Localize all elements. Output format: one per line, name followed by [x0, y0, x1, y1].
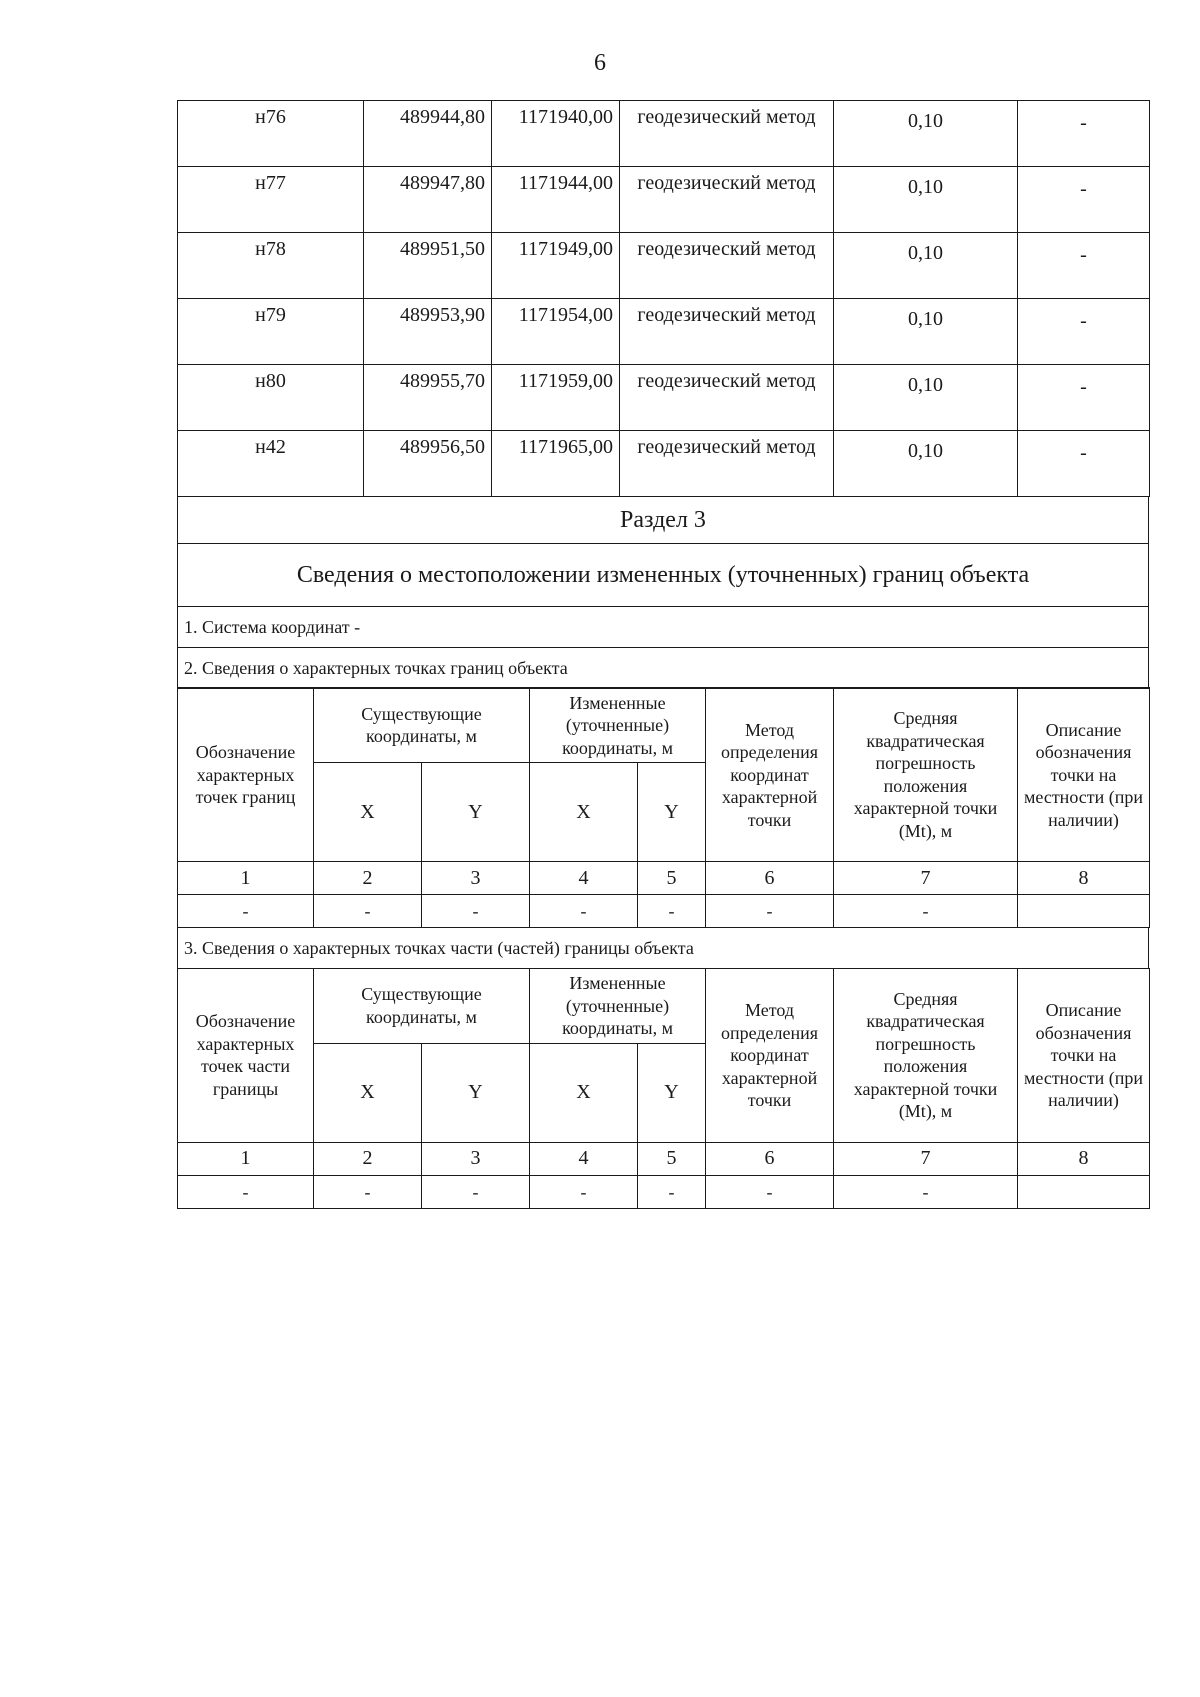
error-header: Средняя квадратическая погрешность положения характерной точки (Mt), м: [834, 688, 1018, 862]
column-number: 4: [530, 1142, 638, 1175]
y-coordinate: 1171944,00: [492, 167, 620, 233]
column-number: 2: [314, 1142, 422, 1175]
document-body: [177, 100, 1149, 1209]
cell: -: [530, 895, 638, 928]
page-number: 6: [594, 50, 606, 76]
error-value: 0,10: [834, 101, 1018, 167]
method: геодезический метод: [620, 167, 834, 233]
y-coordinate: 1171959,00: [492, 365, 620, 431]
existing-coords-header: Существующие координаты, м: [314, 968, 530, 1043]
error-value: 0,10: [834, 431, 1018, 497]
column-number: 4: [530, 862, 638, 895]
existing-coords-header: Существующие координаты, м: [314, 688, 530, 763]
cell: -: [638, 1175, 706, 1208]
y-header: Y: [638, 1043, 706, 1142]
table-row: [178, 365, 1150, 431]
method: геодезический метод: [620, 431, 834, 497]
column-number: 1: [178, 862, 314, 895]
description: -: [1018, 101, 1150, 167]
point-name: н42: [178, 431, 364, 497]
table-row: [178, 1175, 1150, 1208]
designation-header: Обозначение характерных точек части границы: [178, 968, 314, 1142]
cell: -: [422, 1175, 530, 1208]
cell: -: [530, 1175, 638, 1208]
y-coordinate: 1171954,00: [492, 299, 620, 365]
coordinate-system: 1. Система координат -: [178, 607, 1148, 648]
table-row: [178, 167, 1150, 233]
cell: -: [178, 1175, 314, 1208]
cell: -: [638, 895, 706, 928]
error-value: 0,10: [834, 299, 1018, 365]
description: -: [1018, 431, 1150, 497]
error-value: 0,10: [834, 365, 1018, 431]
cell: -: [706, 1175, 834, 1208]
point-name: н78: [178, 233, 364, 299]
column-number: 6: [706, 1142, 834, 1175]
y-coordinate: 1171949,00: [492, 233, 620, 299]
table-row: [178, 101, 1150, 167]
table-row: [178, 233, 1150, 299]
method-header: Метод определения координат характерной точки: [706, 968, 834, 1142]
cell: -: [706, 895, 834, 928]
column-number: 1: [178, 1142, 314, 1175]
cell: [1018, 1175, 1150, 1208]
description: -: [1018, 365, 1150, 431]
y-header: Y: [638, 763, 706, 862]
boundary-points-table: [177, 687, 1150, 928]
column-number: 3: [422, 1142, 530, 1175]
error-header: Средняя квадратическая погрешность положения характерной точки (Mt), м: [834, 968, 1018, 1142]
x-coordinate: 489951,50: [364, 233, 492, 299]
changed-coords-header: Измененные (уточненные) координаты, м: [530, 688, 706, 763]
cell: -: [834, 1175, 1018, 1208]
header-row: [178, 968, 1150, 1043]
point-name: н79: [178, 299, 364, 365]
column-number: 8: [1018, 1142, 1150, 1175]
column-number: 2: [314, 862, 422, 895]
cell: -: [178, 895, 314, 928]
column-number: 8: [1018, 862, 1150, 895]
x-coordinate: 489956,50: [364, 431, 492, 497]
changed-coords-header: Измененные (уточненные) координаты, м: [530, 968, 706, 1043]
column-number: 3: [422, 862, 530, 895]
error-value: 0,10: [834, 167, 1018, 233]
item-2-heading: 2. Сведения о характерных точках границ объекта: [184, 658, 568, 678]
point-name: н76: [178, 101, 364, 167]
cell: -: [422, 895, 530, 928]
section-title: Раздел 3: [178, 497, 1148, 544]
description-header: Описание обозначения точки на местности (при наличии): [1018, 968, 1150, 1142]
x-coordinate: 489947,80: [364, 167, 492, 233]
column-number: 5: [638, 1142, 706, 1175]
point-name: н77: [178, 167, 364, 233]
method: геодезический метод: [620, 299, 834, 365]
column-number: 7: [834, 1142, 1018, 1175]
y-header: Y: [422, 1043, 530, 1142]
points-table: [177, 100, 1150, 497]
cell: -: [314, 895, 422, 928]
section-3-block: [177, 497, 1149, 689]
method: геодезический метод: [620, 233, 834, 299]
designation-header: Обозначение характерных точек границ: [178, 688, 314, 862]
x-coordinate: 489955,70: [364, 365, 492, 431]
column-number: 7: [834, 862, 1018, 895]
section-subtitle: Сведения о местоположении измененных (уточненных) границ объекта: [178, 544, 1148, 607]
y-coordinate: 1171965,00: [492, 431, 620, 497]
x-coordinate: 489953,90: [364, 299, 492, 365]
y-header: Y: [422, 763, 530, 862]
description-header: Описание обозначения точки на местности (при наличии): [1018, 688, 1150, 862]
table-row: [178, 895, 1150, 928]
point-name: н80: [178, 365, 364, 431]
method-header: Метод определения координат характерной точки: [706, 688, 834, 862]
item-3-block: [177, 928, 1149, 969]
cell: -: [834, 895, 1018, 928]
method: геодезический метод: [620, 101, 834, 167]
part-boundary-points-table: [177, 968, 1150, 1209]
table-row: [178, 431, 1150, 497]
x-header: X: [530, 763, 638, 862]
description: -: [1018, 299, 1150, 365]
y-coordinate: 1171940,00: [492, 101, 620, 167]
x-coordinate: 489944,80: [364, 101, 492, 167]
x-header: X: [530, 1043, 638, 1142]
column-numbers-row: [178, 1142, 1150, 1175]
error-value: 0,10: [834, 233, 1018, 299]
column-number: 5: [638, 862, 706, 895]
x-header: X: [314, 1043, 422, 1142]
cell: -: [314, 1175, 422, 1208]
item-3-heading: 3. Сведения о характерных точках части (частей) границы объекта: [184, 938, 694, 959]
table-row: [178, 299, 1150, 365]
cell: [1018, 895, 1150, 928]
header-row: [178, 688, 1150, 763]
description: -: [1018, 233, 1150, 299]
method: геодезический метод: [620, 365, 834, 431]
description: -: [1018, 167, 1150, 233]
column-number: 6: [706, 862, 834, 895]
column-numbers-row: [178, 862, 1150, 895]
x-header: X: [314, 763, 422, 862]
